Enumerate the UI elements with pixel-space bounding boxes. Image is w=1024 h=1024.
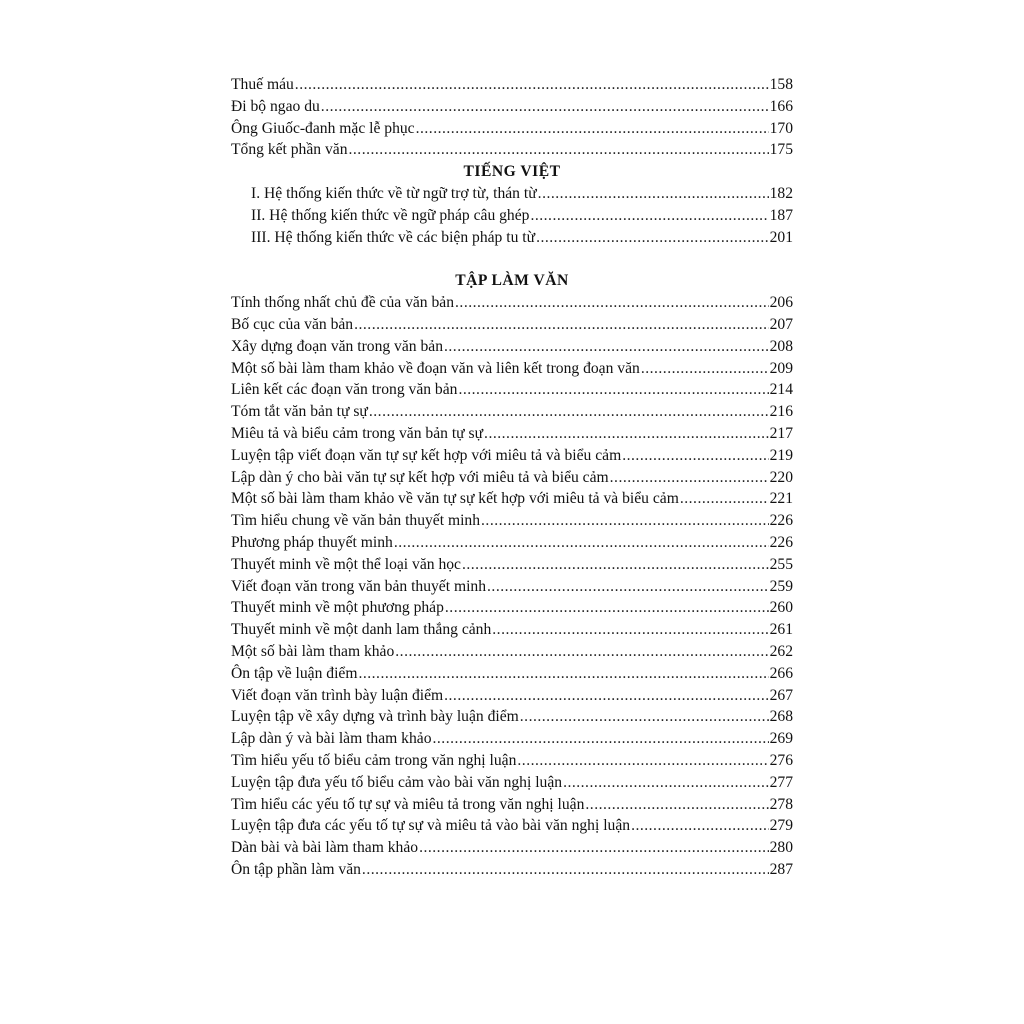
toc-entry-page-number: 262 — [769, 642, 793, 660]
dot-leader — [520, 706, 769, 728]
toc-entry — [231, 576, 793, 598]
toc-entry — [231, 532, 793, 554]
toc-entry-page-number: 220 — [769, 468, 793, 486]
dot-leader — [416, 118, 769, 140]
toc-entry — [231, 379, 793, 401]
toc-entry — [231, 837, 793, 859]
dot-leader — [444, 685, 768, 707]
toc-entry-page-number: 217 — [769, 424, 793, 442]
dot-leader — [445, 597, 769, 619]
toc-entry-title: Tính thống nhất chủ đề của văn bản — [231, 294, 455, 312]
toc-entry-page-number: 269 — [769, 730, 793, 748]
toc-entry-page-number: 221 — [769, 490, 793, 508]
dot-leader — [419, 837, 769, 859]
toc-entry — [231, 139, 793, 161]
toc-entry — [231, 467, 793, 489]
toc-entry — [231, 706, 793, 728]
toc-entry-title: Tóm tắt văn bản tự sự — [231, 403, 368, 421]
toc-entry — [231, 292, 793, 314]
toc-entry-title: Lập dàn ý và bài làm tham khảo — [231, 730, 432, 748]
toc-entry — [231, 815, 793, 837]
toc-entry-title: Lập dàn ý cho bài văn tự sự kết hợp với miêu tả và biểu cảm — [231, 468, 609, 486]
dot-leader — [481, 510, 769, 532]
dot-leader — [680, 488, 769, 510]
toc-entry-title: Viết đoạn văn trình bày luận điểm — [231, 686, 444, 704]
toc-entry — [231, 750, 793, 772]
toc-entry-title: Bố cục của văn bản — [231, 315, 354, 333]
toc-entry — [231, 445, 793, 467]
toc-entry-title: Dàn bài và bài làm tham khảo — [231, 839, 419, 857]
toc-entry-page-number: 268 — [769, 708, 793, 726]
toc-entry-page-number: 216 — [769, 403, 793, 421]
dot-leader — [458, 379, 768, 401]
table-of-contents — [231, 74, 793, 881]
toc-entry-title: Luyện tập về xây dựng và trình bày luận điểm — [231, 708, 519, 726]
toc-entry-title: Thuế máu — [231, 76, 294, 93]
toc-entry-page-number: 175 — [769, 141, 793, 159]
toc-entry-page-number: 166 — [769, 97, 793, 115]
toc-entry — [231, 619, 793, 641]
toc-entry-page-number: 226 — [769, 533, 793, 551]
dot-leader — [321, 96, 769, 118]
toc-entry — [231, 488, 793, 510]
toc-entry-page-number: 182 — [769, 184, 793, 202]
toc-entry-title: Tìm hiểu yếu tố biểu cảm trong văn nghị luận — [231, 751, 517, 769]
toc-entry-page-number: 279 — [769, 817, 793, 835]
toc-entry — [231, 597, 793, 619]
toc-entry-title: Ôn tập về luận điểm — [231, 664, 358, 682]
toc-entry — [231, 205, 793, 227]
toc-entry — [231, 641, 793, 663]
dot-leader — [369, 401, 769, 423]
toc-entry — [231, 423, 793, 445]
toc-entry-title: Thuyết minh về một danh lam thắng cảnh — [231, 621, 492, 639]
toc-entry — [231, 358, 793, 380]
toc-entry — [231, 336, 793, 358]
toc-entry-title: I. Hệ thống kiến thức về từ ngữ trợ từ, thán từ — [251, 184, 537, 202]
toc-entry-page-number: 259 — [769, 577, 793, 595]
dot-leader — [462, 554, 769, 576]
dot-leader — [349, 139, 769, 161]
toc-entry-title: Viết đoạn văn trong văn bản thuyết minh — [231, 577, 487, 595]
section-heading-tap-lam-van: TẬP LÀM VĂN — [455, 272, 569, 290]
dot-leader — [362, 859, 769, 881]
toc-entry-title: Thuyết minh về một thể loại văn học — [231, 555, 461, 573]
toc-entry-title: Đi bộ ngao du — [231, 97, 320, 115]
toc-entry-page-number: 261 — [769, 621, 793, 639]
toc-entry — [231, 859, 793, 881]
toc-entry-title: Một số bài làm tham khảo về văn tự sự kết hợp với miêu tả và biểu cảm — [231, 490, 679, 508]
toc-entry-page-number: 276 — [769, 751, 793, 769]
dot-leader — [622, 445, 768, 467]
toc-entry-page-number: 209 — [769, 359, 793, 377]
toc-entry-page-number: 214 — [769, 381, 793, 399]
toc-entry-page-number: 158 — [769, 76, 793, 93]
toc-entry — [231, 401, 793, 423]
toc-entry — [231, 663, 793, 685]
dot-leader — [433, 728, 769, 750]
toc-entry-title: Luyện tập đưa yếu tố biểu cảm vào bài văn nghị luận — [231, 773, 563, 791]
toc-entry-page-number: 208 — [769, 337, 793, 355]
toc-entry — [231, 794, 793, 816]
toc-entry-title: Luyện tập đưa các yếu tố tự sự và miêu tả vào bài văn nghị luận — [231, 817, 631, 835]
dot-leader — [354, 314, 769, 336]
section-heading-tieng-viet: TIẾNG VIỆT — [463, 163, 561, 181]
toc-entry — [231, 96, 793, 118]
toc-entry — [231, 510, 793, 532]
toc-entry-title: Phương pháp thuyết minh — [231, 533, 393, 551]
toc-section-tieng-viet — [231, 183, 793, 248]
dot-leader — [517, 750, 768, 772]
toc-entry — [231, 227, 793, 249]
dot-leader — [641, 358, 769, 380]
toc-entry-title: Luyện tập viết đoạn văn tự sự kết hợp với miêu tả và biểu cảm — [231, 446, 622, 464]
toc-entry-page-number: 267 — [769, 686, 793, 704]
dot-leader — [484, 423, 769, 445]
dot-leader — [394, 532, 769, 554]
dot-leader — [395, 641, 768, 663]
toc-entry-title: Miêu tả và biểu cảm trong văn bản tự sự — [231, 424, 484, 442]
dot-leader — [538, 183, 769, 205]
toc-entry-page-number: 255 — [769, 555, 793, 573]
toc-entry — [231, 554, 793, 576]
toc-section-tap-lam-van — [231, 292, 793, 881]
toc-entry-title: II. Hệ thống kiến thức về ngữ pháp câu ghép — [251, 206, 530, 224]
toc-entry — [231, 728, 793, 750]
toc-entry-page-number: 280 — [769, 839, 793, 857]
toc-entry-title: Tìm hiểu chung về văn bản thuyết minh — [231, 512, 481, 530]
toc-entry-title: Thuyết minh về một phương pháp — [231, 599, 444, 617]
toc-entry-page-number: 278 — [769, 795, 793, 813]
toc-section-top — [231, 74, 793, 161]
toc-entry-title: Một số bài làm tham khảo — [231, 642, 395, 660]
toc-entry-title: Ông Giuốc-đanh mặc lễ phục — [231, 119, 415, 137]
toc-entry-page-number: 260 — [769, 599, 793, 617]
dot-leader — [455, 292, 769, 314]
dot-leader — [631, 815, 769, 837]
toc-entry-page-number: 201 — [769, 228, 793, 246]
toc-entry-page-number: 277 — [769, 773, 793, 791]
toc-entry-page-number: 226 — [769, 512, 793, 530]
toc-entry-title: Ôn tập phần làm văn — [231, 860, 361, 878]
toc-entry — [231, 183, 793, 205]
toc-entry-page-number: 219 — [769, 446, 793, 464]
dot-leader — [585, 794, 768, 816]
dot-leader — [295, 74, 769, 96]
toc-entry-title: III. Hệ thống kiến thức về các biện pháp tu từ — [251, 228, 536, 246]
dot-leader — [358, 663, 768, 685]
toc-entry-page-number: 287 — [769, 860, 793, 878]
toc-entry-page-number: 170 — [769, 119, 793, 137]
toc-entry-page-number: 266 — [769, 664, 793, 682]
toc-entry-title: Một số bài làm tham khảo về đoạn văn và liên kết trong đoạn văn — [231, 359, 640, 377]
dot-leader — [487, 576, 769, 598]
dot-leader — [530, 205, 768, 227]
dot-leader — [610, 467, 769, 489]
toc-entry-title: Tổng kết phần văn — [231, 141, 348, 159]
toc-entry-page-number: 187 — [769, 206, 793, 224]
dot-leader — [563, 772, 769, 794]
toc-entry — [231, 772, 793, 794]
toc-entry-page-number: 206 — [769, 294, 793, 312]
toc-entry — [231, 685, 793, 707]
toc-entry — [231, 314, 793, 336]
toc-entry-title: Tìm hiểu các yếu tố tự sự và miêu tả trong văn nghị luận — [231, 795, 585, 813]
toc-entry-title: Xây dựng đoạn văn trong văn bản — [231, 337, 443, 355]
dot-leader — [492, 619, 768, 641]
toc-entry-title: Liên kết các đoạn văn trong văn bản — [231, 381, 458, 399]
toc-entry — [231, 118, 793, 140]
toc-entry-page-number: 207 — [769, 315, 793, 333]
dot-leader — [444, 336, 769, 358]
toc-entry — [231, 74, 793, 96]
dot-leader — [536, 227, 769, 249]
